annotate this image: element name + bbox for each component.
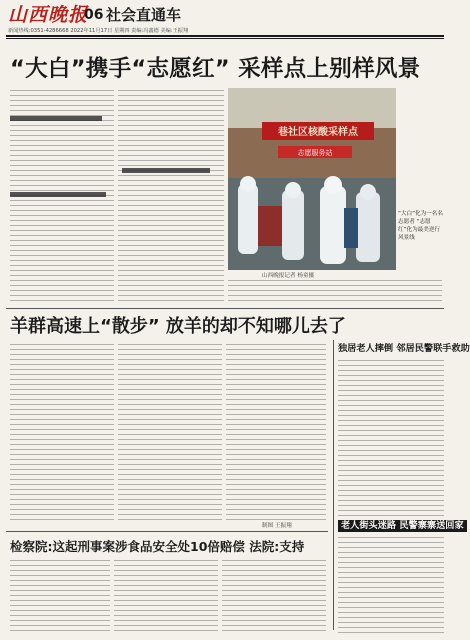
photo-credit: 山西晚报记者 杨童摄	[262, 273, 315, 279]
second-headline: 羊群高速上“散步” 放羊的却不知哪儿去了	[10, 316, 346, 337]
third-story-column-3	[222, 560, 326, 632]
side-headline-1: 独居老人摔倒 邻居民警联手救助	[338, 343, 470, 354]
side-headline-2: 老人街头迷路 民警寨寨送回家	[338, 520, 467, 532]
page-number: 06	[84, 7, 104, 23]
side-story-1-text	[338, 360, 444, 516]
section-title: 社会直通车	[106, 6, 182, 24]
main-subhead-1	[10, 116, 102, 121]
section-divider-2	[6, 531, 328, 532]
column-divider	[333, 340, 334, 630]
section-divider-1	[6, 308, 444, 309]
second-story-column-2	[118, 344, 222, 520]
main-subhead-3	[122, 168, 210, 173]
masthead: 山西晚报	[8, 4, 89, 26]
photo-sign-2: 志愿服务站	[297, 149, 333, 157]
second-story-column-3	[226, 344, 326, 520]
photo-sign-1: 巷社区核酸采样点	[278, 127, 358, 138]
second-story-column-1	[10, 344, 114, 520]
main-subhead-2	[10, 192, 106, 197]
third-headline: 检察院:这起刑事案涉食品安全处10倍赔偿 法院:支持	[10, 539, 305, 554]
main-story-column-2	[118, 90, 224, 302]
second-story-credit: 制图 王振翔	[262, 523, 292, 529]
news-photo	[228, 88, 396, 270]
header-rule-thin	[6, 38, 444, 39]
third-story-column-1	[10, 560, 110, 632]
header-meta: 新闻热线:0351-4286668 2022年11月17日 星期四 责编:冯鑫德 美编:王振翔	[8, 28, 189, 34]
third-story-column-2	[114, 560, 218, 632]
photo-caption: “大白”化为一名名志愿者 “志愿红”化为最美逆行风景线	[398, 211, 443, 241]
main-headline: “大白”携手“志愿红” 采样点上别样风景	[10, 56, 421, 82]
side-story-2-text	[338, 537, 444, 633]
header-rule	[6, 35, 444, 37]
photo-illustration	[228, 88, 396, 270]
main-story-column-3	[228, 280, 442, 302]
